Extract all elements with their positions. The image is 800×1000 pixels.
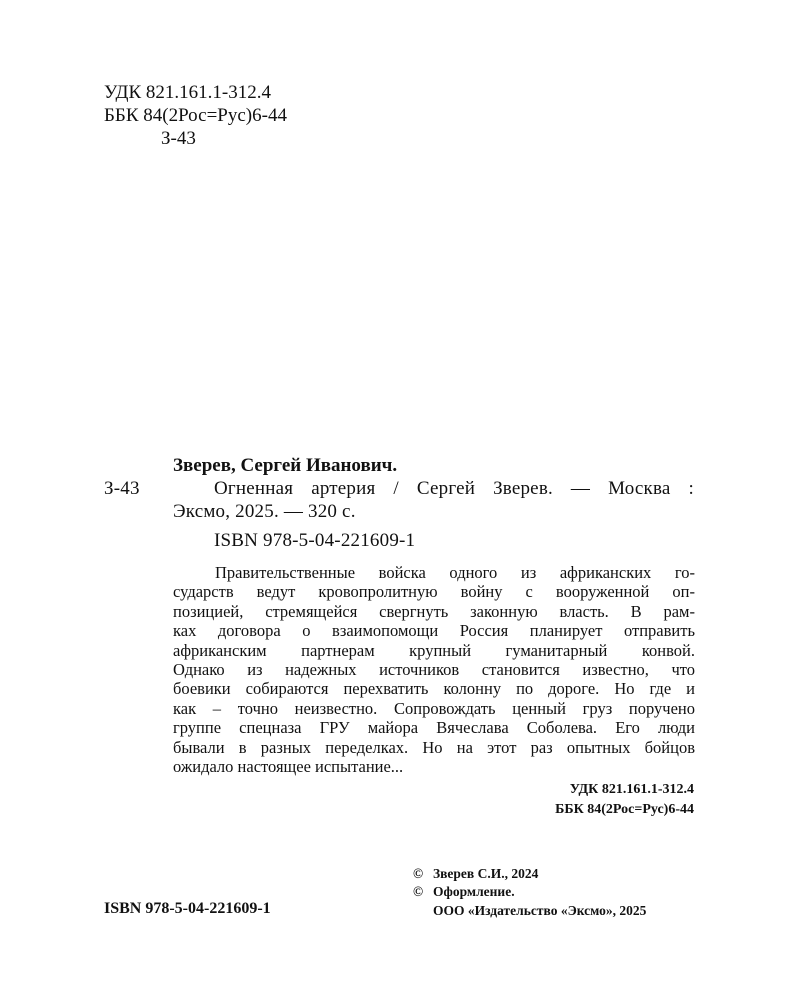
annotation-line: как – точно неизвестно. Сопровождать ценный груз поручено (173, 698, 695, 718)
copyright-icon: © (413, 866, 424, 881)
author-name: Зверев, Сергей Иванович. (173, 455, 398, 476)
copyright-author-line (413, 867, 538, 881)
annotation-text (173, 563, 695, 776)
annotation-line: африканским партнерам крупный гуманитарный конвой. (173, 640, 695, 660)
copyright-author: Зверев С.И., 2024 (433, 866, 539, 881)
title-line-2: Эксмо, 2025. — 320 с. (173, 501, 356, 522)
udk-code: УДК 821.161.1-312.4 (104, 82, 271, 103)
annotation-line: позицией, стремящейся свергнуть законную власть. В рам- (173, 601, 695, 621)
left-author-sign: З-43 (104, 478, 140, 499)
isbn-footer: ISBN 978-5-04-221609-1 (104, 900, 271, 917)
copyright-publisher: ООО «Издательство «Эксмо», 2025 (433, 903, 647, 918)
copyright-design-line (413, 885, 515, 899)
author-sign: З-43 (161, 128, 196, 149)
annotation-line: сударств ведут кровопролитную войну с вооруженной оп- (173, 582, 695, 602)
copyright-icon: © (413, 884, 424, 899)
copyright-design: Оформление. (433, 884, 515, 899)
annotation-line: ках договора о взаимопомощи Россия планирует отправить (173, 621, 695, 641)
annotation-line: группе спецназа ГРУ майора Вячеслава Соболева. Его люди (173, 718, 695, 738)
annotation-line: бывали в разных переделках. Но на этот раз опытных бойцов (173, 737, 695, 757)
annotation-line: Правительственные войска одного из африканских го- (215, 563, 695, 582)
annotation-line: Однако из надежных источников становится известно, что (173, 659, 695, 679)
title-line-1: Огненная артерия / Сергей Зверев. — Москва : (214, 478, 694, 499)
bbk-code: ББК 84(2Рос=Рус)6-44 (104, 105, 287, 126)
annotation-line: ожидало настоящее испытание... (173, 756, 404, 776)
annotation-line: боевики собираются перехватить колонну по дороге. Но где и (173, 679, 695, 699)
bbk-code-bottom: ББК 84(2Рос=Рус)6-44 (555, 802, 694, 817)
isbn-record: ISBN 978-5-04-221609-1 (214, 530, 416, 551)
udk-code-bottom: УДК 821.161.1-312.4 (569, 782, 694, 797)
